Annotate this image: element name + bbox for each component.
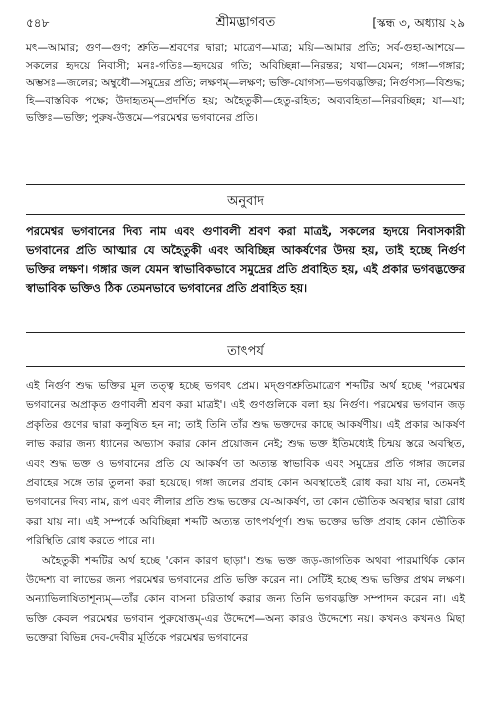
purport-block (26, 377, 465, 649)
synonyms-block (26, 40, 465, 128)
synonyms-text: মৎ—আমার; গুণ—গুণ; শ্রুতি—শ্রবণের দ্বারা; মাত্রেণ—মাত্র; ময়ি—আমার প্রতি; সর্ব-গুহা-আশয়ে—সকলের হৃদয়ে নিবাসী; মনঃ-গতিঃ—হৃদয়ের গতি; অবিচ্ছিন্না—নিরন্তর; যথা—যেমন; গঙ্গা—গঙ্গার; অম্ভসঃ—জলের; অম্বুধৌ—সমুদ্রের প্রতি; লক্ষণম্—লক্ষণ; ভক্তি-যোগস্য—ভগবদ্ভক্তির; নির্গুণস্য—বিশুদ্ধ; হি—বাস্তবিক পক্ষে; উদাহৃতম্—প্রদর্শিত হয়; অহৈতুকী—হেতু-রহিত; অব্যবহিতা—নিরবচ্ছিন্ন; যা—যা; ভক্তিঃ—ভক্তি; পুরুষ-উত্তমে—পরমেশ্বর ভগবানের প্রতি। (26, 42, 465, 125)
purport-paragraph-1: এই নির্গুণ শুদ্ধ ভক্তির মূল তত্ত্ব হচ্ছে ভগবৎ প্রেম। মদ্গুণশ্রুতিমাত্রেণ শব্দটির অর্থ হচ্ছে 'পরমেশ্বর ভগবানের অপ্রাকৃত গুণাবলী শ্রবণ করা মাত্রই'। এই গুণগুলিকে বলা হয় নির্গুণ। পরমেশ্বর ভগবান জড় প্রকৃতির গুণের দ্বারা কলুষিত হন না; তাই তিনি তাঁর শুদ্ধ ভক্তদের কাছে আকর্ষণীয়। এই প্রকার আকর্ষণ লাভ করার জন্য ধ্যানের অভ্যাস করার কোন প্রয়োজন নেই; শুদ্ধ ভক্ত ইতিমধ্যেই চিন্ময় স্তরে অবস্থিত, এবং শুদ্ধ ভক্ত ও ভগবানের প্রতি যে আকর্ষণ তা অত্যন্ত স্বাভাবিক এবং সমুদ্রের প্রতি গঙ্গার জলের প্রবাহের সঙ্গে তার তুলনা করা হয়েছে। গঙ্গা জলের প্রবাহ কোন অবস্থাতেই রোধ করা যায় না, তেমনই ভগবানের দিব্য নাম, রূপ এবং লীলার প্রতি শুদ্ধ ভক্তের যে-আকর্ষণ, তা কোন ভৌতিক অবস্থার দ্বারা রোধ করা যায় না। এই সম্পর্কে অবিচ্ছিন্না শব্দটি অত্যন্ত তাৎপর্যপূর্ণ। শুদ্ধ ভক্তের ভক্তি প্রবাহ কোন ভৌতিক পরিস্থিতি রোধ করতে পারে না। (26, 380, 465, 548)
page-number: ৫৪৮ (26, 16, 50, 30)
divider-top (26, 184, 465, 185)
translation-block (26, 222, 465, 298)
divider-translation (26, 214, 465, 215)
canto-chapter-label: [স্কন্ধ ৩, অধ্যায় ২৯ (372, 16, 465, 30)
divider-purport (26, 366, 465, 367)
purport-paragraph-2: অহৈতুকী শব্দটির অর্থ হচ্ছে 'কোন কারণ ছাড়া'। শুদ্ধ ভক্ত জড়-জাগতিক অথবা পারমার্থিক কোন উদ্দেশ্য বা লাভের জন্য পরমেশ্বর ভগবানের প্রতি ভক্তি করেন না। সেটিই হচ্ছে শুদ্ধ ভক্তির প্রথম লক্ষণ। অন্যাভিলাষিতাশূন্যম্—তাঁর কোন বাসনা চরিতার্থ করার জন্য তিনি ভগবদ্ভক্তি সম্পাদন করেন না। এই ভক্তি কেবল পরমেশ্বর ভগবান পুরুষোত্তম্-এর উদ্দেশে—অন্য কারও উদ্দেশ্যে নয়। কখনও কখনও মিছা ভক্তেরা বিভিন্ন দেব-দেবীর মূর্তিকে পরমেশ্বর ভগবানের (26, 554, 465, 645)
purport-heading: তাৎপর্য (227, 344, 264, 359)
page-header (26, 14, 465, 32)
translation-text: পরমেশ্বর ভগবানের দিব্য নাম এবং গুণাবলী শ্রবণ করা মাত্রই, সকলের হৃদয়ে নিবাসকারী ভগবানের প্রতি আত্মার যে অহৈতুকী এবং অবিচ্ছিন্ন আকর্ষণের উদয় হয়, তাই হচ্ছে নির্গুণ ভক্তির লক্ষণ। গঙ্গার জল যেমন স্বাভাবিকভাবে সমুদ্রের প্রতি প্রবাহিত হয়, এই প্রকার ভগবদ্ভক্তের স্বাভাবিক ভক্তিও ঠিক তেমনভাবে ভগবানের প্রতি প্রবাহিত হয়। (26, 224, 465, 295)
book-title: শ্রীমদ্ভাগবত (215, 15, 276, 30)
translation-heading: অনুবাদ (227, 194, 264, 209)
divider-purport-top (26, 332, 465, 333)
